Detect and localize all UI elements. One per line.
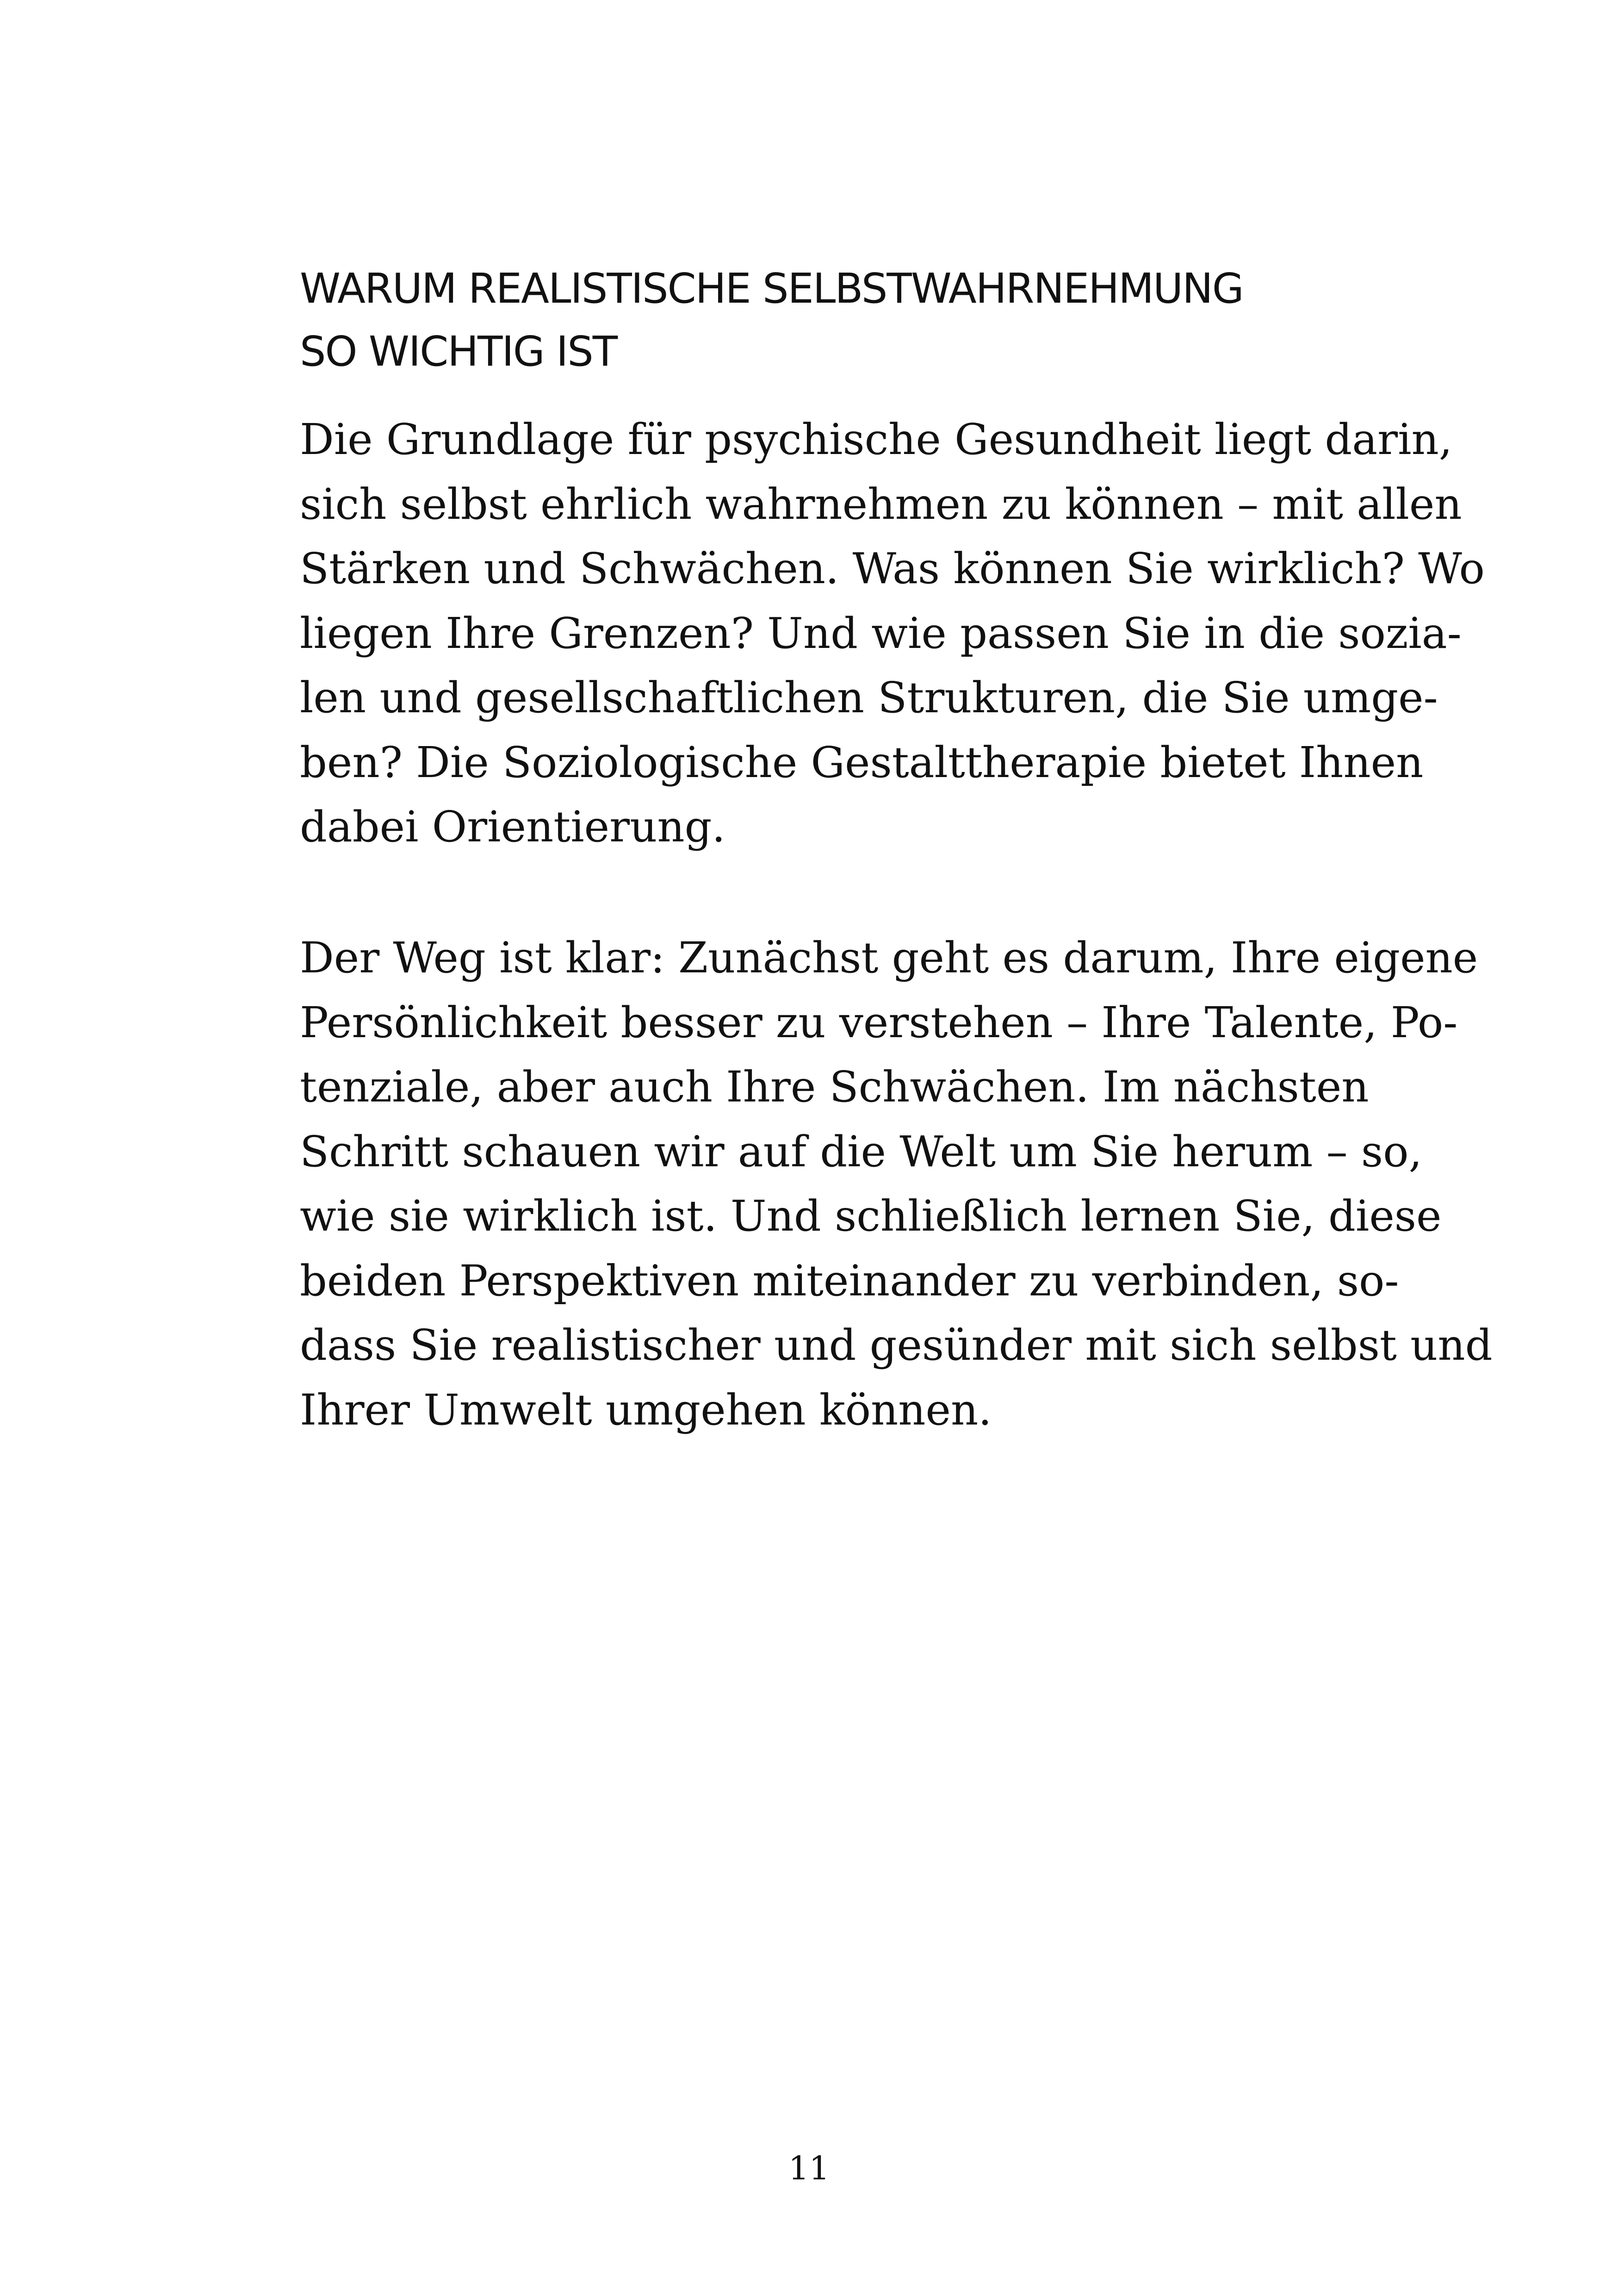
text-line: Schritt schauen wir auf die Welt um Sie herum – so,: [300, 1126, 1422, 1176]
text-line: len und gesellschaftlichen Strukturen, die Sie umge-: [300, 673, 1438, 722]
text-line: Die Grundlage für psychische Gesundheit liegt darin,: [300, 415, 1453, 464]
text-line: beiden Perspektiven miteinander zu verbinden, so-: [300, 1256, 1399, 1306]
text-line: tenziale, aber auch Ihre Schwächen. Im nächsten: [300, 1062, 1369, 1112]
text-line: liegen Ihre Grenzen? Und wie passen Sie in die sozia-: [300, 608, 1462, 658]
text-line: Persönlichkeit besser zu verstehen – Ihre Talente, Po-: [300, 997, 1458, 1047]
text-line: wie sie wirklich ist. Und schließlich lernen Sie, diese: [300, 1191, 1442, 1241]
paragraph-1: [300, 407, 1485, 859]
text-line: Ihrer Umwelt umgehen können.: [300, 1385, 992, 1435]
page-number: 11: [788, 2149, 830, 2187]
section-heading: [300, 257, 1359, 383]
paragraph-2: [300, 926, 1493, 1442]
text-line: Stärken und Schwächen. Was können Sie wirklich? Wo: [300, 544, 1485, 593]
text-line: Der Weg ist klar: Zunächst geht es darum, Ihre eigene: [300, 933, 1478, 983]
text-line: sich selbst ehrlich wahrnehmen zu können – mit allen: [300, 479, 1462, 529]
heading-line: WARUM REALISTISCHE SELBSTWAHRNEHMUNG: [300, 264, 1243, 312]
heading-line: SO WICHTIG IST: [300, 327, 617, 375]
text-line: ben? Die Soziologische Gestalttherapie bietet Ihnen: [300, 737, 1424, 787]
text-line: dass Sie realistischer und gesünder mit sich selbst und: [300, 1320, 1493, 1370]
text-line: dabei Orientierung.: [300, 802, 725, 852]
